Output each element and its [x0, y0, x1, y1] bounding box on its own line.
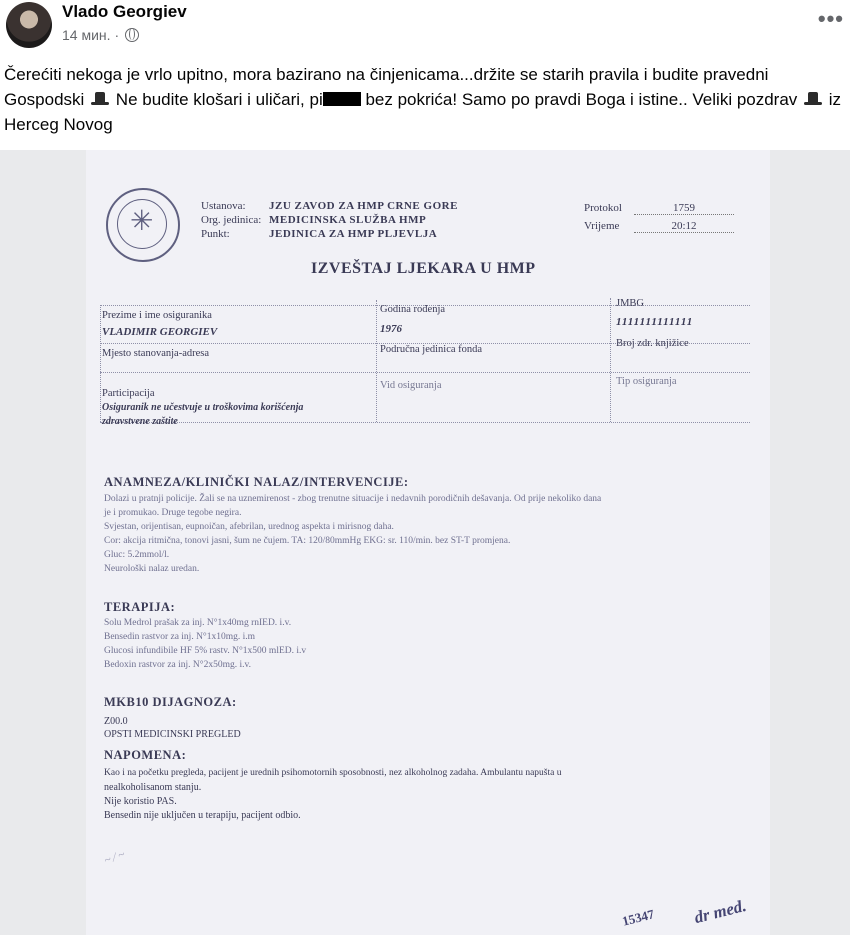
ustanova-row [201, 200, 458, 212]
broj-knjizice-label: Broj zdr. knjižice [616, 338, 689, 349]
terapija-line: Bensedin rastvor za inj. N°1x10mg. i.m [104, 632, 256, 642]
ustanova-value: JZU ZAVOD ZA HMP CRNE GORE [269, 200, 458, 212]
org-value: MEDICINSKA SLUŽBA HMP [269, 214, 427, 226]
mkb-code: Z00.0 [104, 716, 128, 727]
punkt-label: Punkt: [201, 228, 230, 240]
protokol-row [584, 202, 734, 215]
post-text [4, 62, 848, 137]
mjesto-label: Mjesto stanovanja-adresa [102, 348, 210, 359]
anamneza-line: Neurološki nalaz uredan. [104, 564, 200, 574]
jmbg-value: 1111111111111 [616, 316, 694, 328]
signature-scribble: ~ ⁄ ~ [102, 846, 127, 868]
terapija-title: TERAPIJA: [104, 600, 176, 614]
table-border [100, 372, 750, 373]
napomena-line: Kao i na početku pregleda, pacijent je urednih psihomotornih sposobnosti, nez alkoholnog zadaha. Ambulantu napušta u [104, 768, 562, 778]
mkb-text: OPSTI MEDICINSKI PREGLED [104, 729, 241, 740]
vrijeme-row [584, 220, 734, 233]
post-photo[interactable] [0, 150, 850, 935]
mkb-title: MKB10 DIJAGNOZA: [104, 695, 237, 709]
author-avatar[interactable] [6, 2, 52, 48]
post-header [0, 0, 850, 58]
post-text-part-4: iz Herceg Novog [4, 90, 842, 134]
napomena-line: nealkoholisanom stanju. [104, 782, 202, 793]
vrijeme-label: Vrijeme [584, 220, 620, 232]
terapija-line: Glucosi infundibile HF 5% rastv. N°1x500 mlED. i.v [104, 646, 307, 656]
top-hat-emoji-icon [91, 92, 109, 106]
post-meta [62, 27, 139, 43]
anamneza-line: Gluc: 5.2mmol/l. [104, 550, 170, 560]
table-border [376, 300, 377, 422]
anamneza-line: Svjestan, orijentisan, eupnoičan, afebrilan, urednog aspekta i mirisnog daha. [104, 522, 394, 532]
godina-label: Godina rođenja [380, 304, 446, 315]
institution-seal-icon [106, 188, 180, 262]
document-title: IZVEŠTAJ LJEKARA U HMP [311, 260, 536, 277]
prezime-value: VLADIMIR GEORGIEV [102, 326, 218, 338]
redaction-bar [323, 92, 361, 106]
napomena-line: Bensedin nije uključen u terapiju, pacijent odbio. [104, 810, 301, 821]
ustanova-label: Ustanova: [201, 200, 246, 212]
jmbg-label: JMBG [616, 298, 645, 309]
participacija-value-1: Osiguranik ne učestvuje u troškovima korišćenja [102, 402, 304, 413]
anamneza-title: ANAMNEZA/KLINIČKI NALAZ/INTERVENCIJE: [104, 475, 409, 489]
prezime-label: Prezime i ime osiguranika [102, 310, 212, 321]
globe-icon[interactable] [125, 28, 139, 42]
anamneza-line: je i promukao. Druge tegobe negira. [104, 508, 242, 518]
terapija-line: Bedoxin rastvor za inj. N°2x50mg. i.v. [104, 660, 251, 670]
table-border [610, 298, 611, 422]
org-row [201, 214, 426, 226]
author-name[interactable]: Vlado Georgiev [62, 2, 187, 21]
post-text-part-1: Čerećiti nekoga je vrlo upitno, mora bazirano na činjenicama...držite se starih pravila i budite pravedni Gospodski [4, 65, 769, 109]
napomena-title: NAPOMENA: [104, 748, 187, 762]
medical-report-document [86, 150, 770, 935]
napomena-line: Nije koristio PAS. [104, 796, 177, 807]
punkt-row [201, 228, 437, 240]
meta-separator: · [114, 27, 120, 43]
tip-osiguranja-label: Tip osiguranja [616, 376, 677, 387]
protokol-label: Protokol [584, 202, 622, 214]
table-border [100, 305, 101, 422]
godina-value: 1976 [380, 323, 402, 335]
post-time[interactable]: 14 мин. [62, 27, 111, 43]
anamneza-line: Dolazi u pratnji policije. Žali se na uznemirenost - zbog trenutne situacije i nedavnih porodičnih dešavanja. Od prije nekoliko dana [104, 494, 602, 504]
terapija-line: Solu Medrol prašak za inj. N°1x40mg rnIED. i.v. [104, 618, 292, 628]
participacija-label: Participacija [102, 388, 155, 399]
participacija-value-2: zdravstvene zaštite [102, 416, 178, 427]
vid-osiguranja-label: Vid osiguranja [380, 380, 442, 391]
stamp-number: 15347 [620, 906, 656, 929]
punkt-value: JEDINICA ZA HMP PLJEVLJA [269, 228, 438, 240]
post-text-part-2: Ne budite klošari i uličari, pi [115, 90, 323, 109]
stamp-text: dr med. [692, 895, 749, 928]
post-text-part-3: bez pokrića! Samo po pravdi Boga i istine.. Veliki pozdrav [365, 90, 798, 109]
more-options-icon[interactable]: ••• [817, 6, 844, 31]
protokol-value: 1759 [634, 202, 734, 215]
top-hat-emoji-icon [804, 92, 822, 106]
org-label: Org. jedinica: [201, 214, 262, 226]
vrijeme-value: 20:12 [634, 220, 734, 233]
table-border [100, 422, 750, 423]
podrucna-label: Područna jedinica fonda [380, 344, 483, 355]
anamneza-line: Cor: akcija ritmična, tonovi jasni, šum ne čujem. TA: 120/80mmHg EKG: sr. 110/min. bez ST-T promjena. [104, 536, 511, 546]
